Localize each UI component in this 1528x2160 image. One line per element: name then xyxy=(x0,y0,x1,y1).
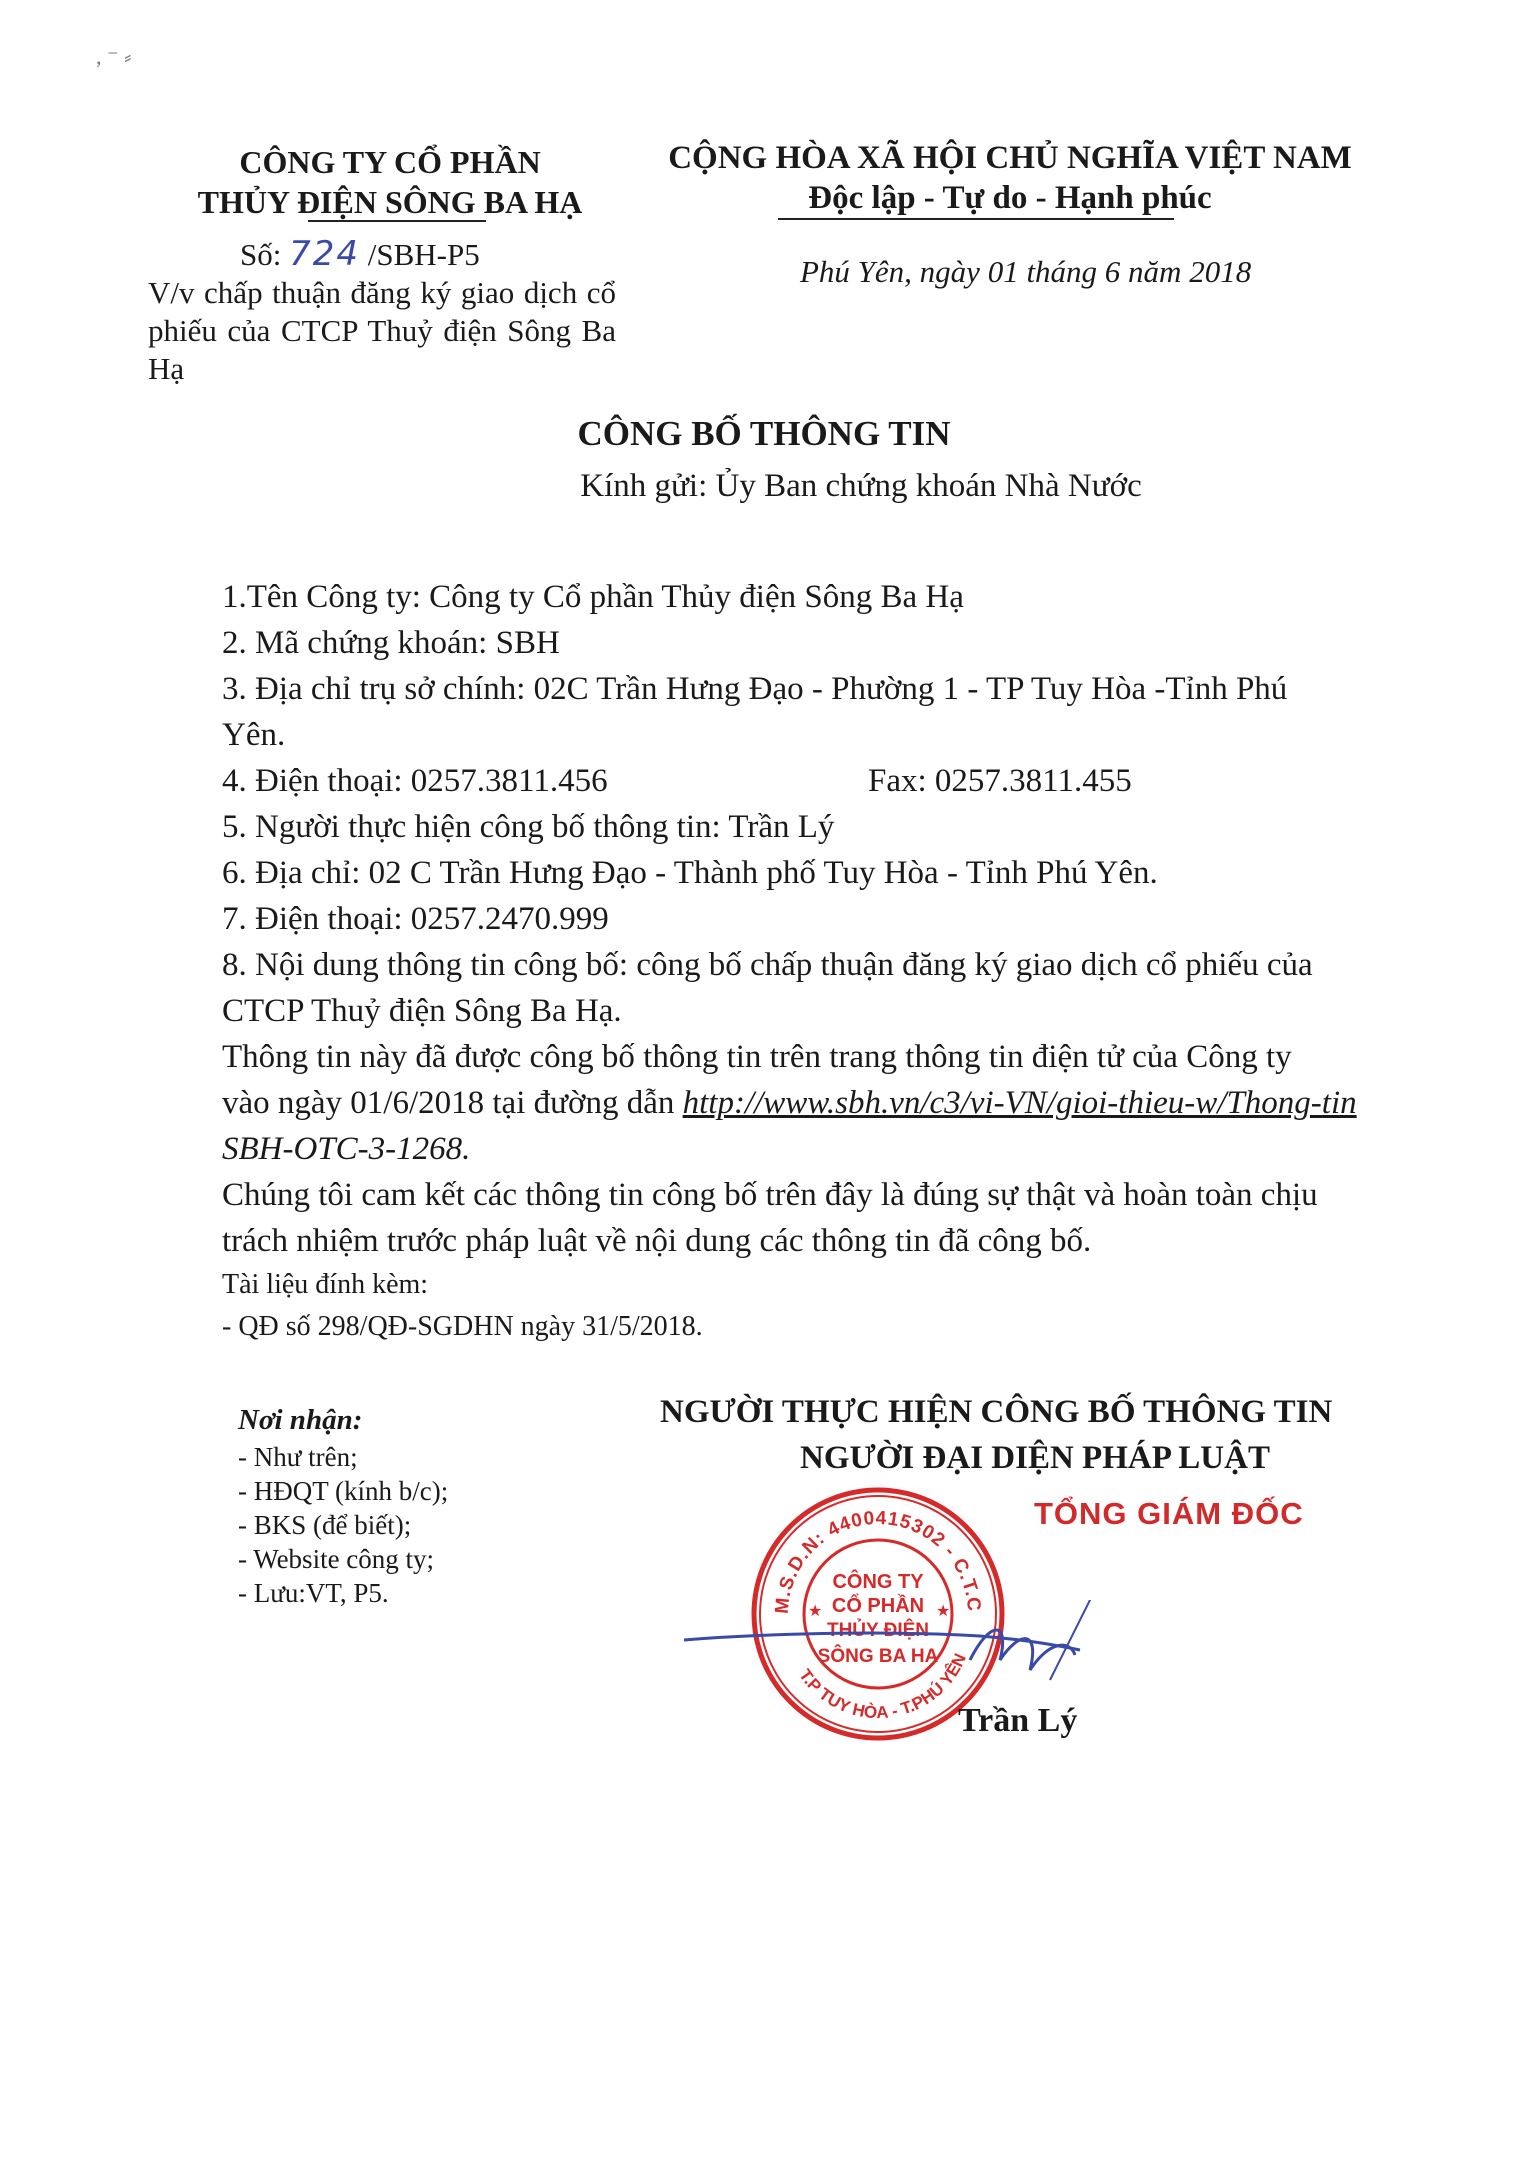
attachment-item: - QĐ số 298/QĐ-SGDHN ngày 31/5/2018. xyxy=(222,1311,703,1342)
signer-role: TỔNG GIÁM ĐỐC xyxy=(1034,1496,1304,1531)
recipient-item: - Website công ty; xyxy=(238,1544,435,1574)
disclosure-para-line1: Thông tin này đã được công bố thông tin trên trang thông tin điện tử của Công ty xyxy=(222,1039,1292,1075)
seal-bottom-text: T.P TUY HÒA - T.PHÚ YÊN xyxy=(795,1650,970,1723)
item-content-line1: 8. Nội dung thông tin công bố: công bố chấp thuận đăng ký giao dịch cổ phiếu của xyxy=(222,947,1313,983)
recipients-list xyxy=(238,1400,448,1610)
nation-line1: CỘNG HÒA XÃ HỘI CHỦ NGHĨA VIỆT NAM xyxy=(668,140,1352,176)
disclosure-para-line2 xyxy=(222,1080,1412,1126)
item-contact-phone: 7. Điện thoại: 0257.2470.999 xyxy=(222,901,609,937)
attachment-label: Tài liệu đính kèm: xyxy=(222,1269,429,1300)
signer-title-line2: NGƯỜI ĐẠI DIỆN PHÁP LUẬT xyxy=(800,1440,1270,1476)
signature xyxy=(680,1600,1140,1690)
doc-no-prefix: Số: xyxy=(240,237,282,272)
signer-name: Trần Lý xyxy=(958,1702,1078,1739)
national-title xyxy=(640,138,1380,218)
seal-star-icon: ★ xyxy=(808,1603,823,1620)
seal-center-line4: SÔNG BA HẠ xyxy=(817,1646,939,1667)
place-date: Phú Yên, ngày 01 tháng 6 năm 2018 xyxy=(800,254,1252,289)
item-phone-fax xyxy=(222,758,1412,804)
seal-center-line1: CÔNG TY xyxy=(832,1571,924,1593)
document-number xyxy=(240,234,480,275)
nation-motto: Độc lập - Tự do - Hạnh phúc xyxy=(808,180,1212,216)
item-content-line2: CTCP Thuỷ điện Sông Ba Hạ. xyxy=(222,993,622,1029)
item-address-line2: Yên. xyxy=(222,717,286,753)
disclosure-link[interactable]: http://www.sbh.vn/c3/vi-VN/gioi-thieu-w/Thong-tin xyxy=(682,1085,1357,1121)
doc-no-suffix: /SBH-P5 xyxy=(367,237,480,272)
recipient-item: - Lưu:VT, P5. xyxy=(238,1578,389,1608)
recipients-heading: Nơi nhận: xyxy=(238,1404,363,1436)
recipient-item: - Như trên; xyxy=(238,1442,358,1472)
company-name-line1: CÔNG TY CỔ PHẦN xyxy=(239,144,541,180)
document-body xyxy=(222,574,1412,1348)
disclosure-link-cont: SBH-OTC-3-1268. xyxy=(222,1131,471,1167)
addressee xyxy=(0,468,1528,505)
seal-center-line2: CỔ PHẦN xyxy=(831,1595,925,1617)
disclosure-date-text: vào ngày 01/6/2018 tại đường dẫn xyxy=(222,1085,675,1121)
item-company-name: 1.Tên Công ty: Công ty Cổ phần Thủy điện Sông Ba Hạ xyxy=(222,579,964,615)
item-address-contact: 6. Địa chỉ: 02 C Trần Hưng Đạo - Thành phố Tuy Hòa - Tỉnh Phú Yên. xyxy=(222,855,1158,891)
item-stock-code: 2. Mã chứng khoán: SBH xyxy=(222,625,560,661)
company-name xyxy=(140,142,640,222)
item-address-line1: 3. Địa chỉ trụ sở chính: 02C Trần Hưng Đạo - Phường 1 - TP Tuy Hòa -Tỉnh Phú xyxy=(222,671,1288,707)
company-name-line2: THỦY ĐIỆN SÔNG BA HẠ xyxy=(197,184,583,220)
doc-no-handwritten: 724 xyxy=(289,234,361,274)
commitment-line1: Chúng tôi cam kết các thông tin công bố trên đây là đúng sự thật và hoàn toàn chịu xyxy=(222,1177,1318,1213)
signer-title-line1: NGƯỜI THỰC HIỆN CÔNG BỐ THÔNG TIN xyxy=(660,1394,1333,1430)
recipient-item: - BKS (để biết); xyxy=(238,1510,412,1540)
commitment-line2: trách nhiệm trước pháp luật về nội dung các thông tin đã công bố. xyxy=(222,1223,1092,1259)
scan-mark: , ⁻ ⸗ xyxy=(96,44,132,69)
recipient-item: - HĐQT (kính b/c); xyxy=(238,1476,449,1506)
seal-star-icon: ★ xyxy=(936,1603,951,1620)
item-phone: 4. Điện thoại: 0257.3811.456 xyxy=(222,763,608,799)
item-fax: Fax: 0257.3811.455 xyxy=(868,763,1132,799)
seal-ring-text: M.S.D.N: 4400415302 - C.T.C xyxy=(771,1507,985,1615)
document-title: CÔNG BỐ THÔNG TIN xyxy=(577,414,951,453)
seal-center-line3: THỦY ĐIỆN xyxy=(826,1620,930,1641)
document-subject: V/v chấp thuận đăng ký giao dịch cổ phiếu của CTCP Thuỷ điện Sông Ba Hạ xyxy=(148,275,616,386)
motto-underline xyxy=(778,218,1174,220)
item-discloser: 5. Người thực hiện công bố thông tin: Trần Lý xyxy=(222,809,835,845)
addressee-text: Kính gửi: Ủy Ban chứng khoán Nhà Nước xyxy=(580,468,1142,504)
company-underline xyxy=(308,220,486,222)
